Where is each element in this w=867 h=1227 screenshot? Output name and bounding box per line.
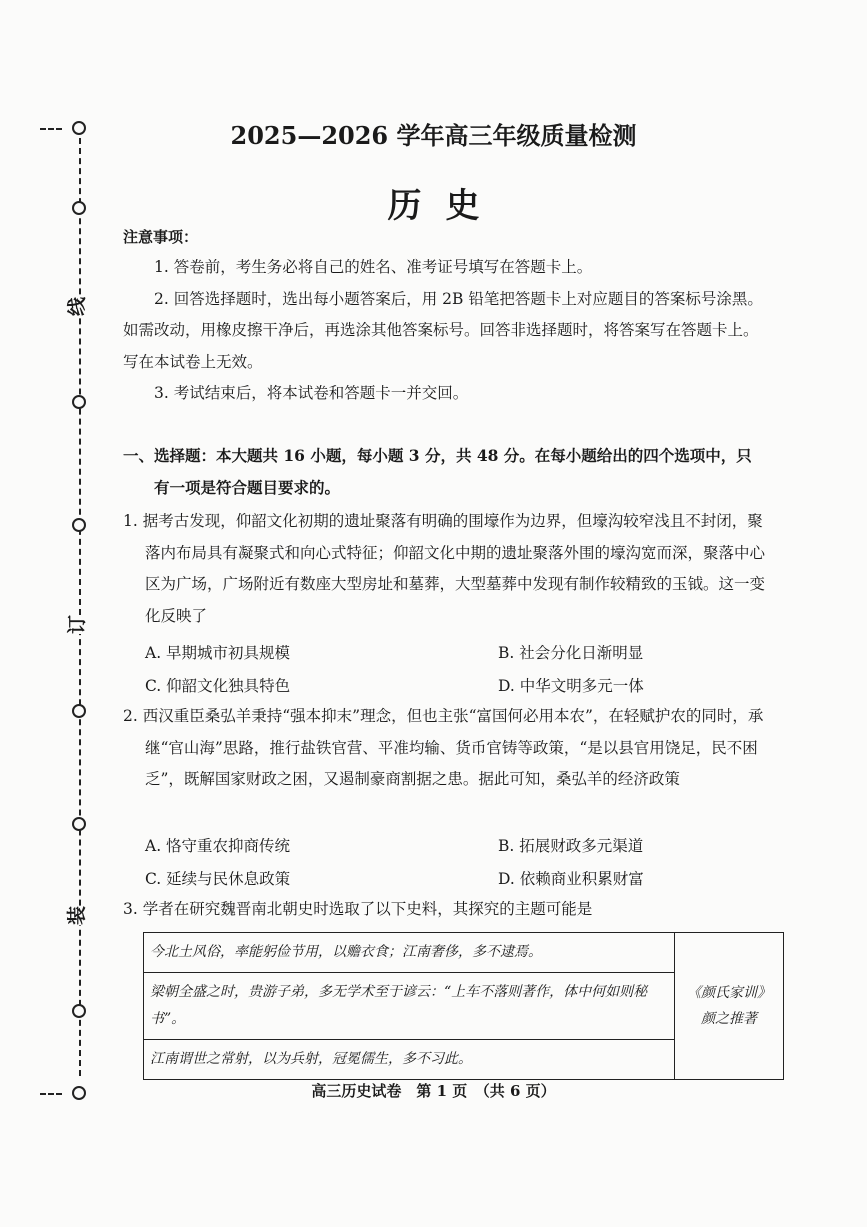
margin-mark-xian: 线 xyxy=(66,296,89,317)
option-b: B. 拓展财政多元渠道 xyxy=(498,837,644,855)
question-1 xyxy=(123,506,771,632)
source-excerpt: 梁朝全盛之时，贵游子弟，多无学术至于谚云：“上车不落则著作，体中何如则秘书”。 xyxy=(144,973,675,1040)
notice-list xyxy=(123,252,768,410)
subject-title: 历史 xyxy=(387,186,504,226)
notice-item: 1. 答卷前，考生务必将自己的姓名、准考证号填写在答题卡上。 xyxy=(154,258,593,276)
margin-mark-ding: 订 xyxy=(66,614,89,635)
option-b: B. 社会分化日渐明显 xyxy=(498,644,644,662)
binding-hole xyxy=(72,704,86,718)
table-row xyxy=(144,933,784,973)
source-citation: 《颜氏家训》颜之推著 xyxy=(675,933,784,1080)
source-excerpt: 今北土风俗，率能躬俭节用，以赡衣食；江南奢侈，多不逮焉。 xyxy=(144,933,675,973)
question-3 xyxy=(123,894,771,926)
question-2 xyxy=(123,701,771,796)
option-a: A. 恪守重农抑商传统 xyxy=(145,837,291,855)
binding-hole xyxy=(72,518,86,532)
option-a: A. 早期城市初具规模 xyxy=(145,644,291,662)
binding-dashed-line xyxy=(79,128,81,1076)
question-stem: 1. 据考古发现，仰韶文化初期的遗址聚落有明确的围壕作为边界，但壕沟较窄浅且不封闭，聚落内布局具有凝聚式和向心式特征；仰韶文化中期的遗址聚落外围的壕沟宽而深，聚落中心区为广场，广场附近有数座大型房址和墓葬，大型墓葬中发现有制作较精致的玉钺。这一变化反映了 xyxy=(123,512,766,625)
option-d: D. 依赖商业积累财富 xyxy=(498,870,644,888)
section-line-1: 一、选择题：本大题共 16 小题，每小题 3 分，共 48 分。在每小题给出的四个选项中，只 xyxy=(123,446,752,465)
notice-item: 3. 考试结束后，将本试卷和答题卡一并交回。 xyxy=(154,384,469,402)
section-line-2: 有一项是符合题目要求的。 xyxy=(154,477,341,497)
notice-heading: 注意事项： xyxy=(123,228,199,246)
source-table xyxy=(143,932,784,1080)
question-stem: 2. 西汉重臣桑弘羊秉持“强本抑末”理念，但也主张“富国何必用本农”，在轻赋护农的同时，承继“官山海”思路，推行盐铁官营、平准均输、货币官铸等政策，“是以县官用饶足，民不困乏”，既解国家财政之困，又遏制豪商割据之患。据此可知，桑弘羊的经济政策 xyxy=(123,707,764,788)
page-footer: 高三历史试卷 第 1 页 （共 6 页） xyxy=(311,1082,556,1100)
binding-hole xyxy=(72,817,86,831)
option-d: D. 中华文明多元一体 xyxy=(498,677,644,695)
question-stem: 3. 学者在研究魏晋南北朝史时选取了以下史料，其探究的主题可能是 xyxy=(123,900,593,918)
binding-hole xyxy=(72,395,86,409)
exam-title: 2025—2026 学年高三年级质量检测 xyxy=(230,121,637,150)
notice-item: 2. 回答选择题时，选出每小题答案后，用 2B 铅笔把答题卡上对应题目的答案标号涂黑。如需改动，用橡皮擦干净后，再选涂其他答案标号。回答非选择题时，将答案写在答题卡上。写在本试卷上无效。 xyxy=(123,289,763,371)
option-c: C. 延续与民休息政策 xyxy=(145,870,291,888)
source-excerpt: 江南谓世之常射，以为兵射，冠冕儒生，多不习此。 xyxy=(144,1040,675,1080)
margin-mark-zhuang: 装 xyxy=(66,905,89,926)
section-heading xyxy=(123,440,771,503)
binding-hole xyxy=(72,1004,86,1018)
option-c: C. 仰韶文化独具特色 xyxy=(145,677,291,695)
